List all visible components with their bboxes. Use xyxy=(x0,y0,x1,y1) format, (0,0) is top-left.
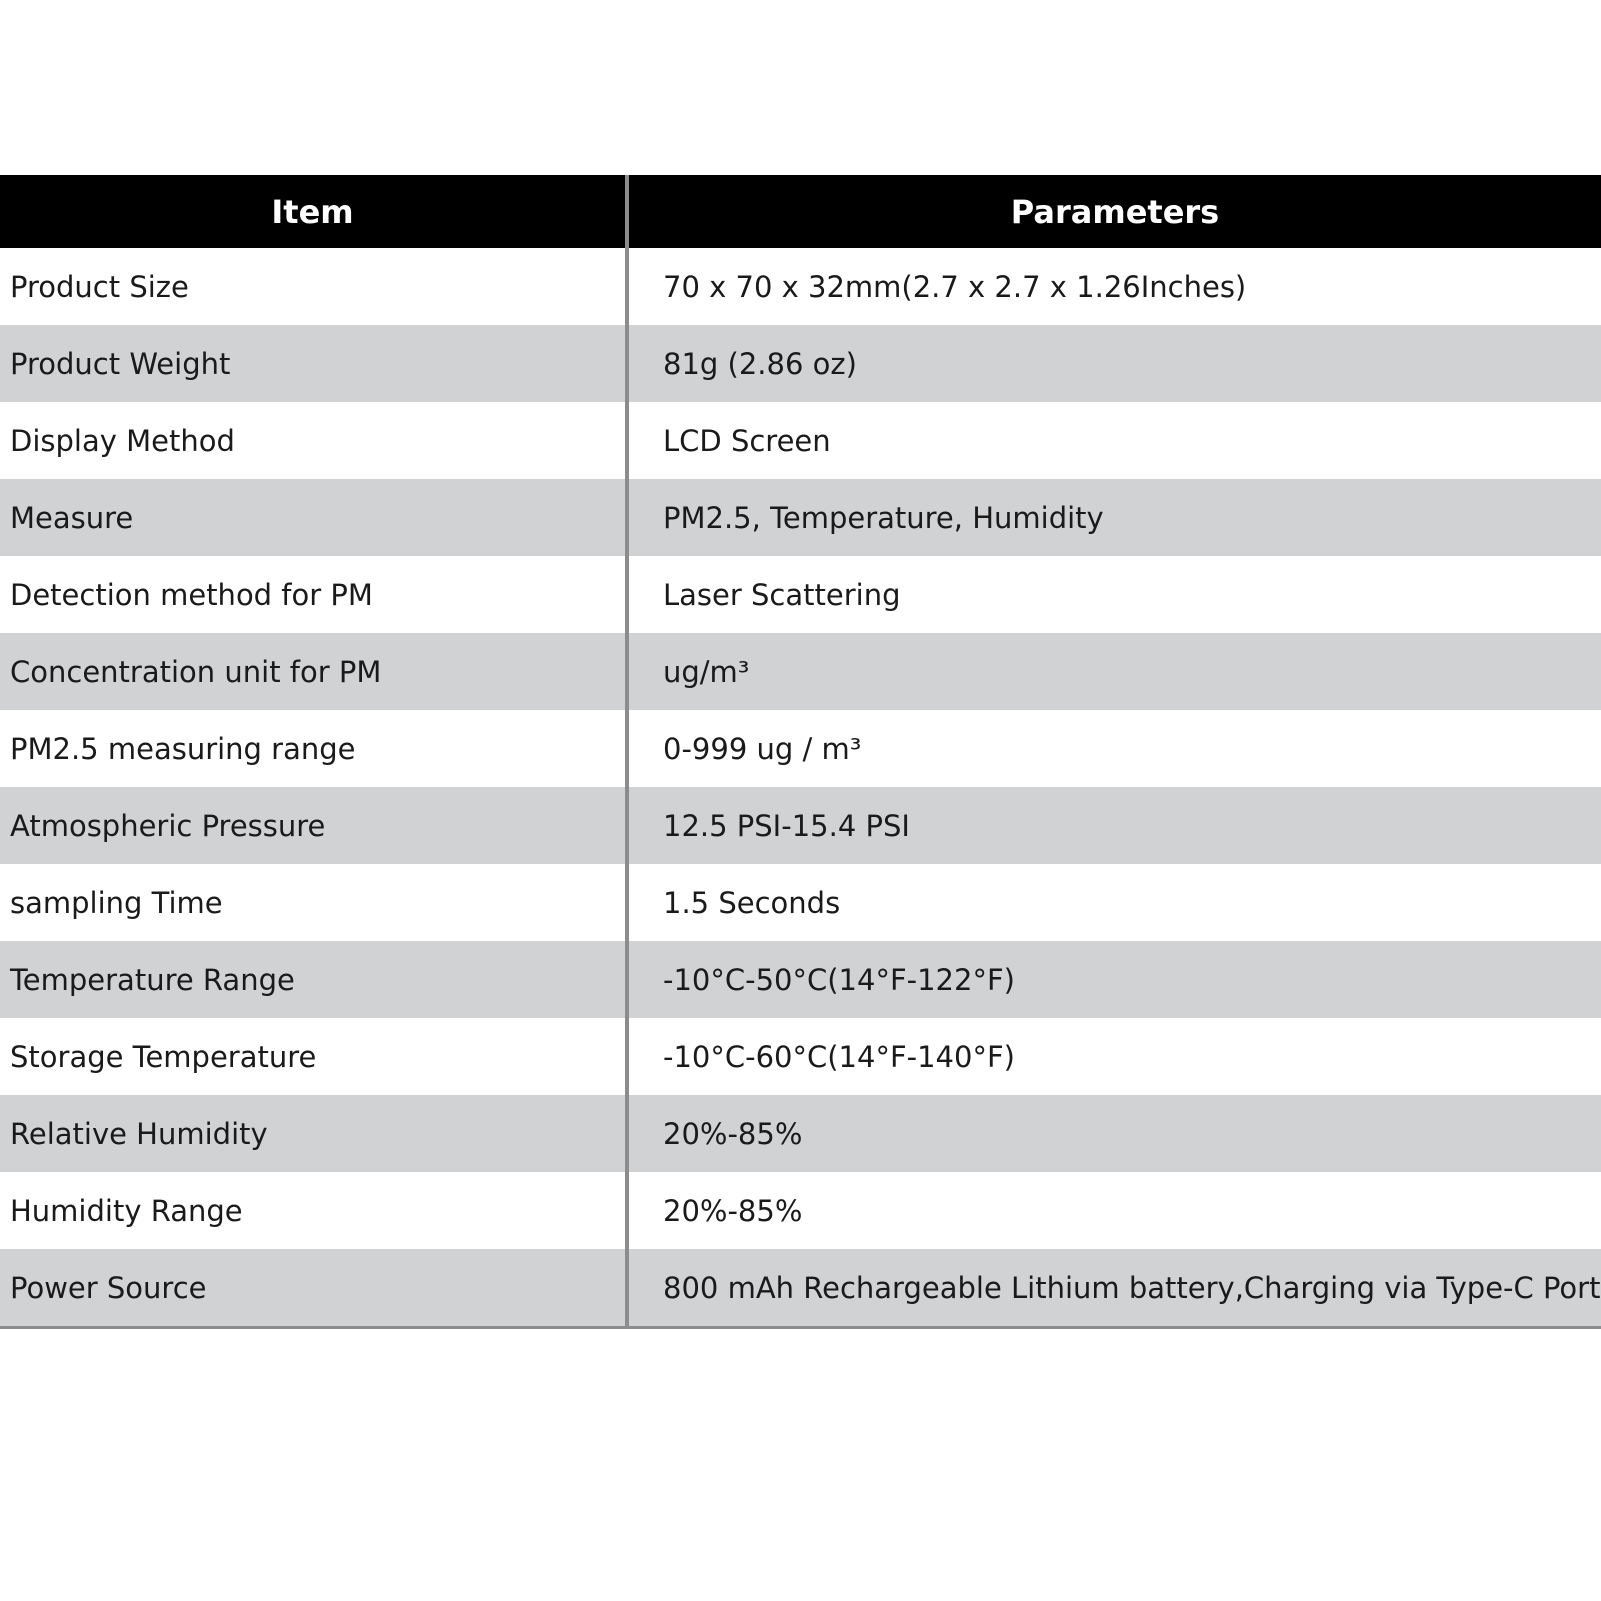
row-parameter-value: 1.5 Seconds xyxy=(627,864,1601,941)
row-parameter-value: 20%-85% xyxy=(627,1095,1601,1172)
table-row xyxy=(0,1249,1601,1328)
table-row xyxy=(0,787,1601,864)
table-row xyxy=(0,941,1601,1018)
row-item-label: Product Weight xyxy=(0,325,627,402)
row-item-label: PM2.5 measuring range xyxy=(0,710,627,787)
header-row xyxy=(0,175,1601,248)
table-row xyxy=(0,1172,1601,1249)
row-item-label: Temperature Range xyxy=(0,941,627,1018)
table-row xyxy=(0,479,1601,556)
row-parameter-value: 20%-85% xyxy=(627,1172,1601,1249)
row-item-label: Display Method xyxy=(0,402,627,479)
table-row xyxy=(0,864,1601,941)
row-parameter-value: Laser Scattering xyxy=(627,556,1601,633)
row-parameter-value: ug/m³ xyxy=(627,633,1601,710)
table-row xyxy=(0,325,1601,402)
row-parameter-value: 81g (2.86 oz) xyxy=(627,325,1601,402)
table-row xyxy=(0,633,1601,710)
spec-table xyxy=(0,175,1601,1329)
table-row xyxy=(0,248,1601,325)
row-parameter-value: 12.5 PSI-15.4 PSI xyxy=(627,787,1601,864)
table-body xyxy=(0,248,1601,1328)
table-row xyxy=(0,1018,1601,1095)
table-row xyxy=(0,556,1601,633)
row-item-label: Storage Temperature xyxy=(0,1018,627,1095)
row-parameter-value: 70 x 70 x 32mm(2.7 x 2.7 x 1.26Inches) xyxy=(627,248,1601,325)
row-item-label: Concentration unit for PM xyxy=(0,633,627,710)
row-parameter-value: LCD Screen xyxy=(627,402,1601,479)
header-parameters: Parameters xyxy=(627,175,1601,248)
row-parameter-value: 800 mAh Rechargeable Lithium battery,Charging via Type-C Port xyxy=(627,1249,1601,1328)
row-item-label: Product Size xyxy=(0,248,627,325)
row-item-label: Detection method for PM xyxy=(0,556,627,633)
header-item: Item xyxy=(0,175,627,248)
row-parameter-value: -10°C-50°C(14°F-122°F) xyxy=(627,941,1601,1018)
row-item-label: Relative Humidity xyxy=(0,1095,627,1172)
row-item-label: sampling Time xyxy=(0,864,627,941)
table-header xyxy=(0,175,1601,248)
table-row xyxy=(0,1095,1601,1172)
row-item-label: Atmospheric Pressure xyxy=(0,787,627,864)
row-parameter-value: -10°C-60°C(14°F-140°F) xyxy=(627,1018,1601,1095)
row-item-label: Humidity Range xyxy=(0,1172,627,1249)
row-parameter-value: 0-999 ug / m³ xyxy=(627,710,1601,787)
row-item-label: Power Source xyxy=(0,1249,627,1328)
row-parameter-value: PM2.5, Temperature, Humidity xyxy=(627,479,1601,556)
table-row xyxy=(0,710,1601,787)
table-row xyxy=(0,402,1601,479)
row-item-label: Measure xyxy=(0,479,627,556)
